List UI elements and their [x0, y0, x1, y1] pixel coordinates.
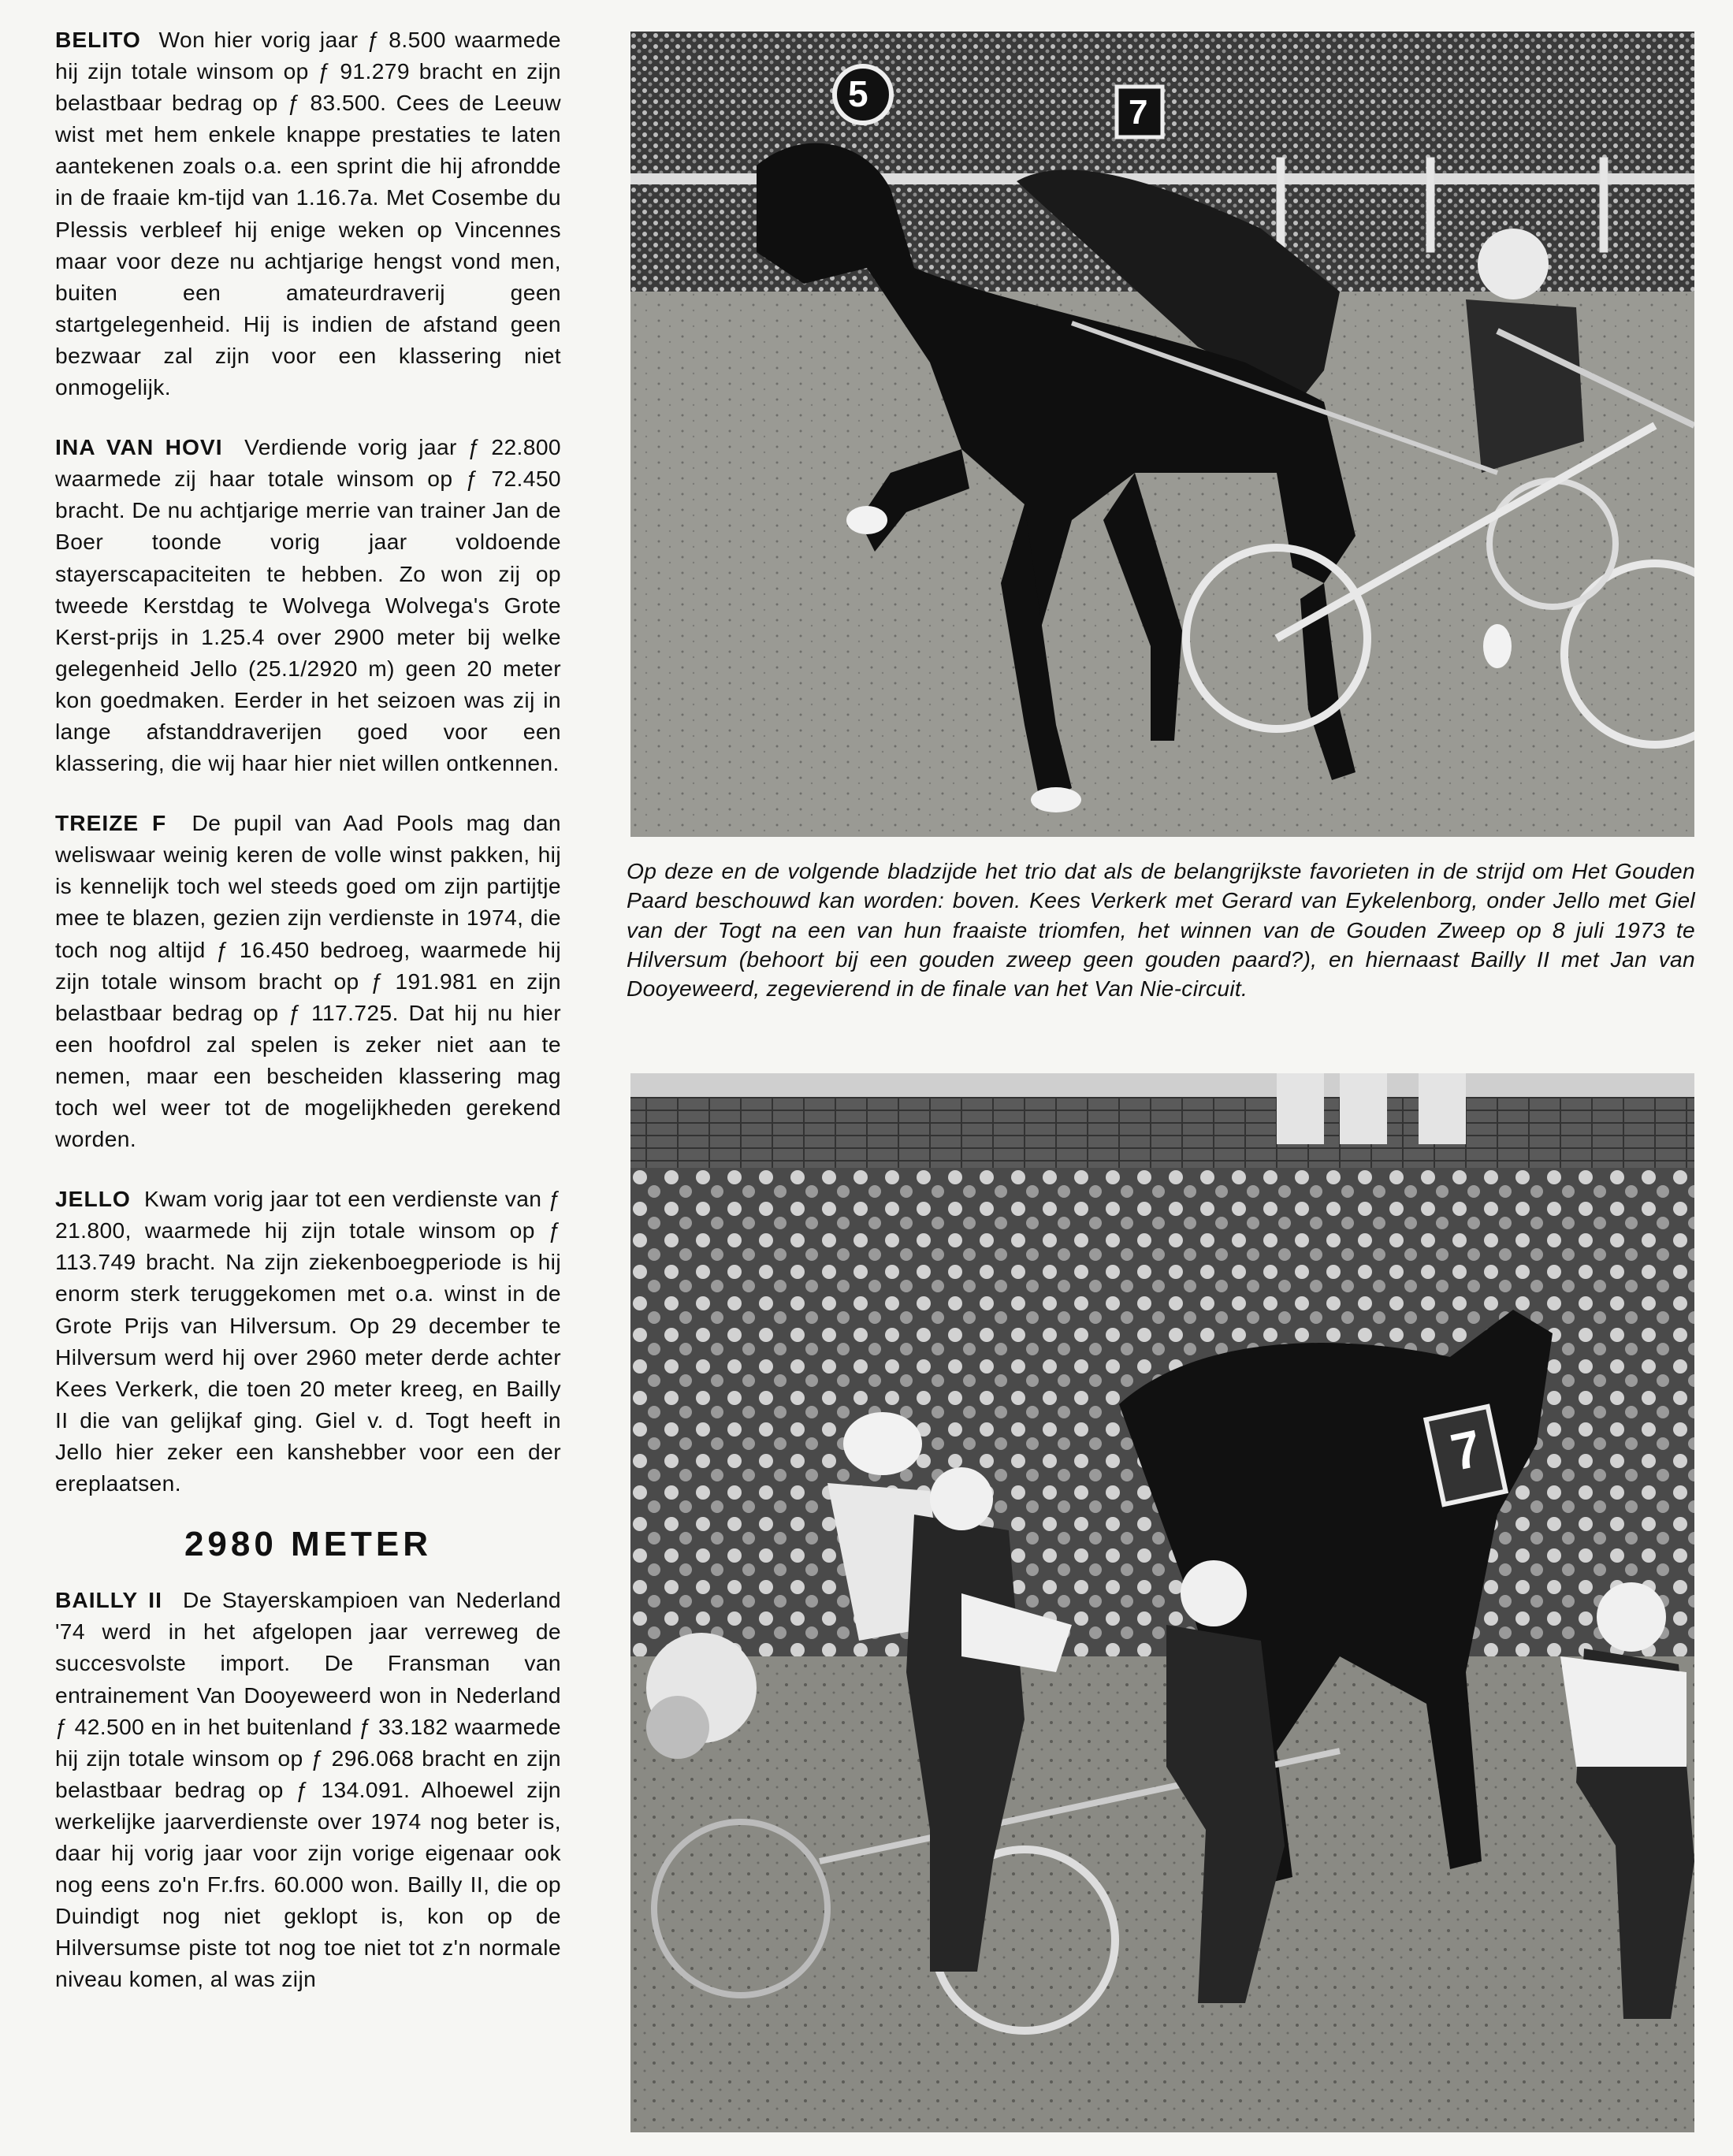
article-bailly-ii	[55, 1584, 561, 1994]
article-title: BELITO	[55, 27, 141, 52]
race-photo-illustration	[630, 32, 1694, 837]
article-body: De Stayerskampioen van Nederland '74 werd in het afgelopen jaar verreweg de succesvolste import. De Fransman van entrainement Van Dooyeweerd won in Nederland ƒ 42.500 en in het buitenland ƒ 33.182 waarmede hij zijn totale winsom op ƒ 296.068 bracht en zijn belastbaar bedrag op ƒ 134.091. Alhoewel zijn werkelijke jaarverdienste over 1974 nog beter is, daar hij vorig jaar voor zijn vorige eigenaar ook nog eens zo'n Fr.frs. 60.000 won. Bailly II, die op Duindigt nog niet geklopt is, kon op de Hilversumse piste tot nog toe niet tot z'n normale niveau komen, al was zijn	[55, 1587, 561, 1992]
section-heading: 2980 METER	[184, 1525, 433, 1564]
number-plate-7: 7	[1129, 93, 1148, 132]
article-body: De pupil van Aad Pools mag dan weliswaar weinig keren de volle winst pakken, hij is kennelijk toch wel steeds goed om zijn partijtje mee te blazen, gezien zijn verdienste in 1974, die toch nog altijd ƒ 16.450 bedroeg, waarmede hij zijn totale winsom bracht op ƒ 191.981 en zijn belastbaar bedrag op ƒ 117.725. Dat hij nu hier een hoofdrol zal spelen is zeker niet aan te nemen, maar een bescheiden klassering mag toch wel weer tot de mogelijkheden gerekend worden.	[55, 810, 561, 1152]
article-title: BAILLY II	[55, 1587, 162, 1613]
photo-caption: Op deze en de volgende bladzijde het trio dat als de belangrijkste favorieten in de strijd om Het Gouden Paard beschouwd kan worden: boven. Kees Verkerk met Gerard van Eykelenborg, onder Jello met Giel van der Togt na een van hun fraaiste triomfen, het winnen van de Gouden Zweep op 8 juli 1973 te Hilversum (behoort bij een gouden zweep geen gouden paard?), en hiernaast Bailly II met Jan van Dooyeweerd, zegevierend in de finale van het Van Nie-circuit.	[627, 858, 1695, 1002]
celebration-photo-illustration	[630, 1073, 1694, 2132]
article-body: Verdiende vorig jaar ƒ 22.800 waarmede zij haar totale winsom op ƒ 72.450 bracht. De nu achtjarige merrie van trainer Jan de Boer toonde vorig jaar voldoende stayerscapaciteiten te hebben. Zo won zij op tweede Kerstdag te Wolvega Wolvega's Grote Kerst-prijs in 1.25.4 over 2900 meter bij welke gelegenheid Jello (25.1/2920 m) geen 20 meter kon goedmaken. Eerder in het seizoen was zij in lange afstanddraverijen goed voor een klassering, die wij haar hier niet willen ontkennen.	[55, 434, 562, 776]
article-treize-f	[55, 807, 561, 1154]
article-title: TREIZE F	[55, 810, 167, 836]
text-column	[55, 24, 561, 2023]
article-title: JELLO	[55, 1186, 131, 1212]
article-ina-van-hovi	[55, 431, 561, 779]
article-title: INA VAN HOVI	[55, 434, 223, 460]
photo-celebration	[630, 1073, 1694, 2132]
number-plate-7: 7	[1445, 1418, 1487, 1482]
article-body: Won hier vorig jaar ƒ 8.500 waarmede hij zijn totale winsom op ƒ 91.279 bracht en zijn belastbaar bedrag op ƒ 83.500. Cees de Leeuw wist met hem enkele knappe prestaties te laten aantekenen zoals o.a. een sprint die hij afrondde in de fraaie km-tijd van 1.16.7a. Met Cosembe du Plessis verbleef hij enige weken op Vincennes maar voor deze nu achtjarige hengst vond men, buiten een amateurdraverij geen startgelegenheid. Hij is indien de afstand geen bezwaar zal zijn voor een klassering niet onmogelijk.	[55, 27, 561, 400]
article-body: Kwam vorig jaar tot een verdienste van ƒ 21.800, waarmede hij zijn totale winsom op ƒ 113.749 bracht. Na zijn ziekenboegperiode is hij enorm sterk teruggekomen met o.a. winst in de Grote Prijs van Hilversum. Op 29 december te Hilversum werd hij over 2960 meter derde achter Kees Verkerk, die toen 20 meter kreeg, en Bailly II die van gelijkaf ging. Giel v. d. Togt heeft in Jello hier zeker een kanshebber voor een der ereplaatsen.	[55, 1186, 561, 1496]
number-plate-5: 5	[848, 73, 868, 114]
article-jello	[55, 1183, 561, 1499]
article-belito	[55, 24, 561, 403]
photo-trotting-race	[630, 32, 1694, 837]
